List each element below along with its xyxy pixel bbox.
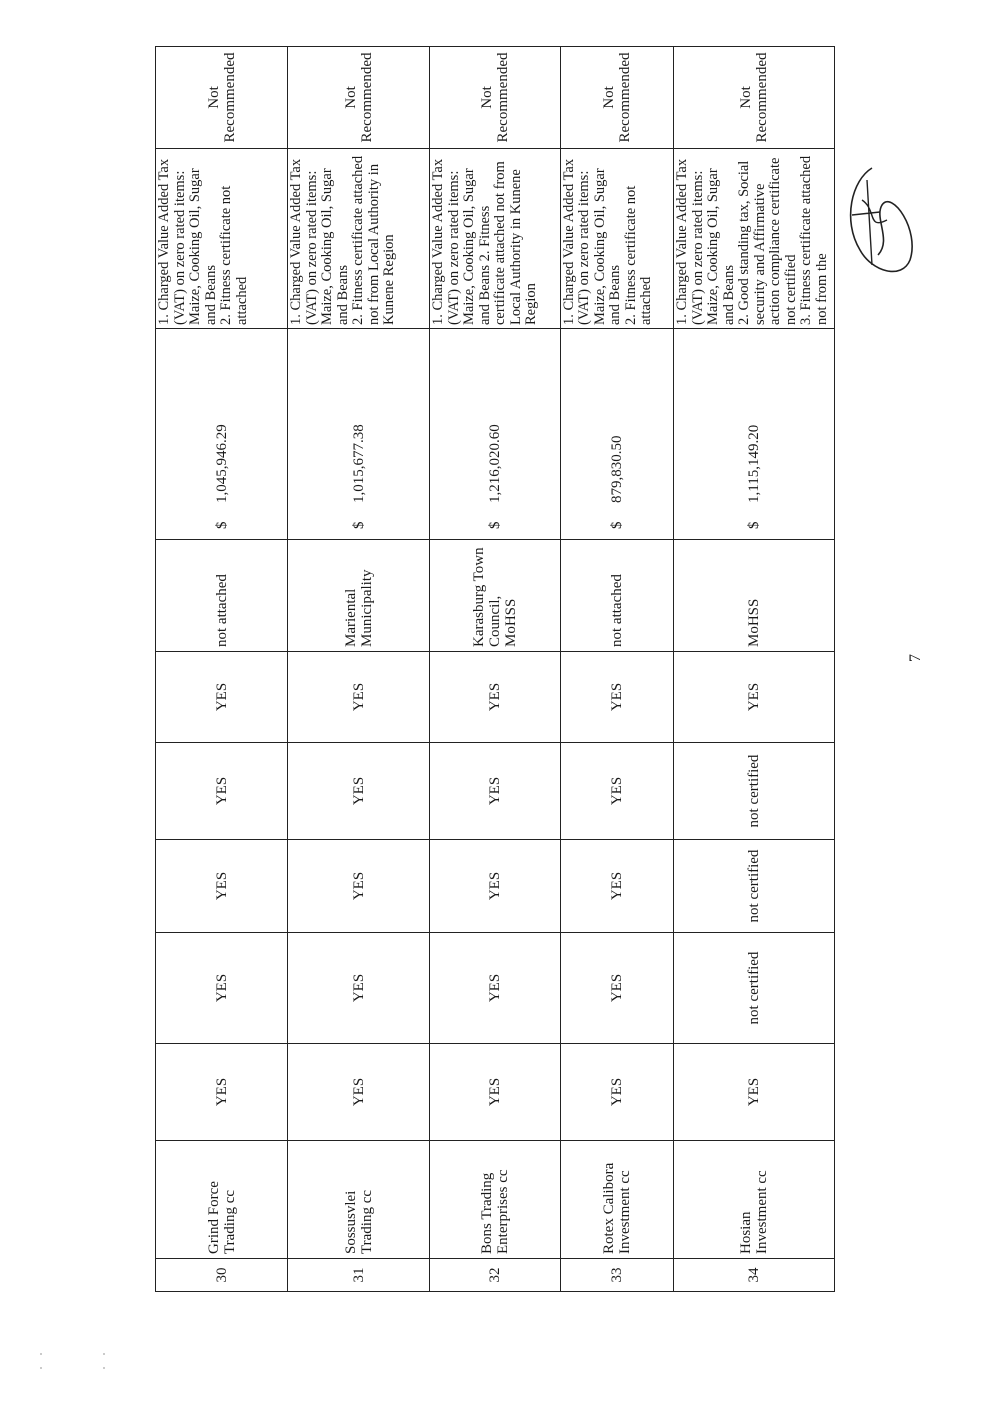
rotated-table-container — [155, 47, 835, 1292]
fitness-authority: not attached — [156, 540, 288, 652]
criterion-1: YES — [674, 1044, 835, 1141]
observation-line: 2. Good standing tax, Social security and Affirmative action compliance certificate not certified — [736, 157, 799, 325]
criterion-4: YES — [156, 743, 288, 840]
criterion-1: YES — [288, 1044, 430, 1141]
scan-speck — [40, 1367, 42, 1369]
row-number: 31 — [288, 1259, 430, 1292]
bid-amount-cell — [156, 329, 288, 540]
observations — [674, 149, 835, 329]
criterion-1: YES — [156, 1044, 288, 1141]
currency-symbol: $ — [486, 521, 503, 529]
bidder-name: Hosian Investment cc — [674, 1141, 835, 1259]
table-row — [288, 47, 430, 1292]
fitness-authority: MoHSS — [674, 540, 835, 652]
criterion-2: YES — [560, 933, 674, 1044]
criterion-4: YES — [288, 743, 430, 840]
row-number: 32 — [430, 1259, 560, 1292]
criterion-3: YES — [560, 840, 674, 933]
criterion-5: YES — [288, 652, 430, 743]
observation-line: 1. Charged Value Added Tax (VAT) on zero rated items: Maize, Cooking Oil, Sugar and Beans 2. Fitness certificate attached not from Local Authority in Kunene Region — [430, 158, 540, 325]
recommendation: Not Recommended — [156, 47, 288, 149]
recommendation: Not Recommended — [560, 47, 674, 149]
criterion-3: YES — [430, 840, 560, 933]
criterion-4: not certified — [674, 743, 835, 840]
fitness-authority: Mariental Municipality — [288, 540, 430, 652]
criterion-2: YES — [430, 933, 560, 1044]
observation-line: 3. Fitness certificate attached not from the — [798, 155, 830, 325]
observation-line: 2. Fitness certificate attached not from Local Authority in Kunene Region — [350, 155, 398, 325]
bid-amount: 1,045,946.29 — [213, 424, 230, 503]
observations — [430, 149, 560, 329]
bid-amount: 1,015,677.38 — [350, 424, 367, 503]
table-row — [560, 47, 674, 1292]
criterion-3: YES — [288, 840, 430, 933]
signature-mark — [832, 160, 922, 290]
recommendation: Not Recommended — [674, 47, 835, 149]
criterion-2: YES — [288, 933, 430, 1044]
criterion-1: YES — [430, 1044, 560, 1141]
criterion-5: YES — [156, 652, 288, 743]
currency-symbol: $ — [608, 521, 625, 529]
bidder-name: Grind Force Trading cc — [156, 1141, 288, 1259]
scan-speck — [40, 1353, 42, 1355]
observations — [560, 149, 674, 329]
table-row — [674, 47, 835, 1292]
bid-amount: 1,216,020.60 — [486, 424, 503, 503]
table-body — [156, 47, 835, 1292]
criterion-2: YES — [156, 933, 288, 1044]
observation-line: 1. Charged Value Added Tax (VAT) on zero rated items: Maize, Cooking Oil, Sugar and Beans — [674, 158, 737, 325]
table-row — [156, 47, 288, 1292]
page-number: 7 — [907, 654, 924, 662]
observation-line: 1. Charged Value Added Tax (VAT) on zero rated items: Maize, Cooking Oil, Sugar and Beans — [560, 158, 624, 325]
bidder-name: Rotex Calibora Investment cc — [560, 1141, 674, 1259]
criterion-5: YES — [430, 652, 560, 743]
bid-amount-cell — [288, 329, 430, 540]
recommendation: Not Recommended — [430, 47, 560, 149]
observation-line: 2. Fitness certificate not attached — [218, 185, 250, 325]
criterion-5: YES — [560, 652, 674, 743]
criterion-4: YES — [430, 743, 560, 840]
criterion-2: not certified — [674, 933, 835, 1044]
observation-line: 1. Charged Value Added Tax (VAT) on zero rated items: Maize, Cooking Oil, Sugar and Beans — [288, 158, 351, 325]
bidder-name: Sossusvlei Trading cc — [288, 1141, 430, 1259]
bidder-name: Bons Trading Enterprises cc — [430, 1141, 560, 1259]
observations — [156, 149, 288, 329]
criterion-4: YES — [560, 743, 674, 840]
criterion-5: YES — [674, 652, 835, 743]
observation-line: 1. Charged Value Added Tax (VAT) on zero rated items: Maize, Cooking Oil, Sugar and Beans — [156, 158, 219, 325]
table-row — [430, 47, 560, 1292]
bid-amount: 1,115,149.20 — [746, 424, 763, 503]
row-number: 30 — [156, 1259, 288, 1292]
observation-line: 2. Fitness certificate not attached — [622, 185, 655, 325]
criterion-3: YES — [156, 840, 288, 933]
currency-symbol: $ — [350, 521, 367, 529]
row-number: 33 — [560, 1259, 674, 1292]
bid-amount: 879,830.50 — [608, 435, 625, 503]
evaluation-table — [155, 46, 835, 1292]
currency-symbol: $ — [213, 521, 230, 529]
criterion-3: not certified — [674, 840, 835, 933]
fitness-authority: not attached — [560, 540, 674, 652]
bid-amount-cell — [430, 329, 560, 540]
observations — [288, 149, 430, 329]
criterion-1: YES — [560, 1044, 674, 1141]
currency-symbol: $ — [746, 521, 763, 529]
scan-speck — [103, 1367, 105, 1369]
bid-amount-cell — [674, 329, 835, 540]
row-number: 34 — [674, 1259, 835, 1292]
fitness-authority: Karasburg Town Council, MoHSS — [430, 540, 560, 652]
scan-speck — [103, 1353, 105, 1355]
bid-amount-cell — [560, 329, 674, 540]
recommendation: Not Recommended — [288, 47, 430, 149]
